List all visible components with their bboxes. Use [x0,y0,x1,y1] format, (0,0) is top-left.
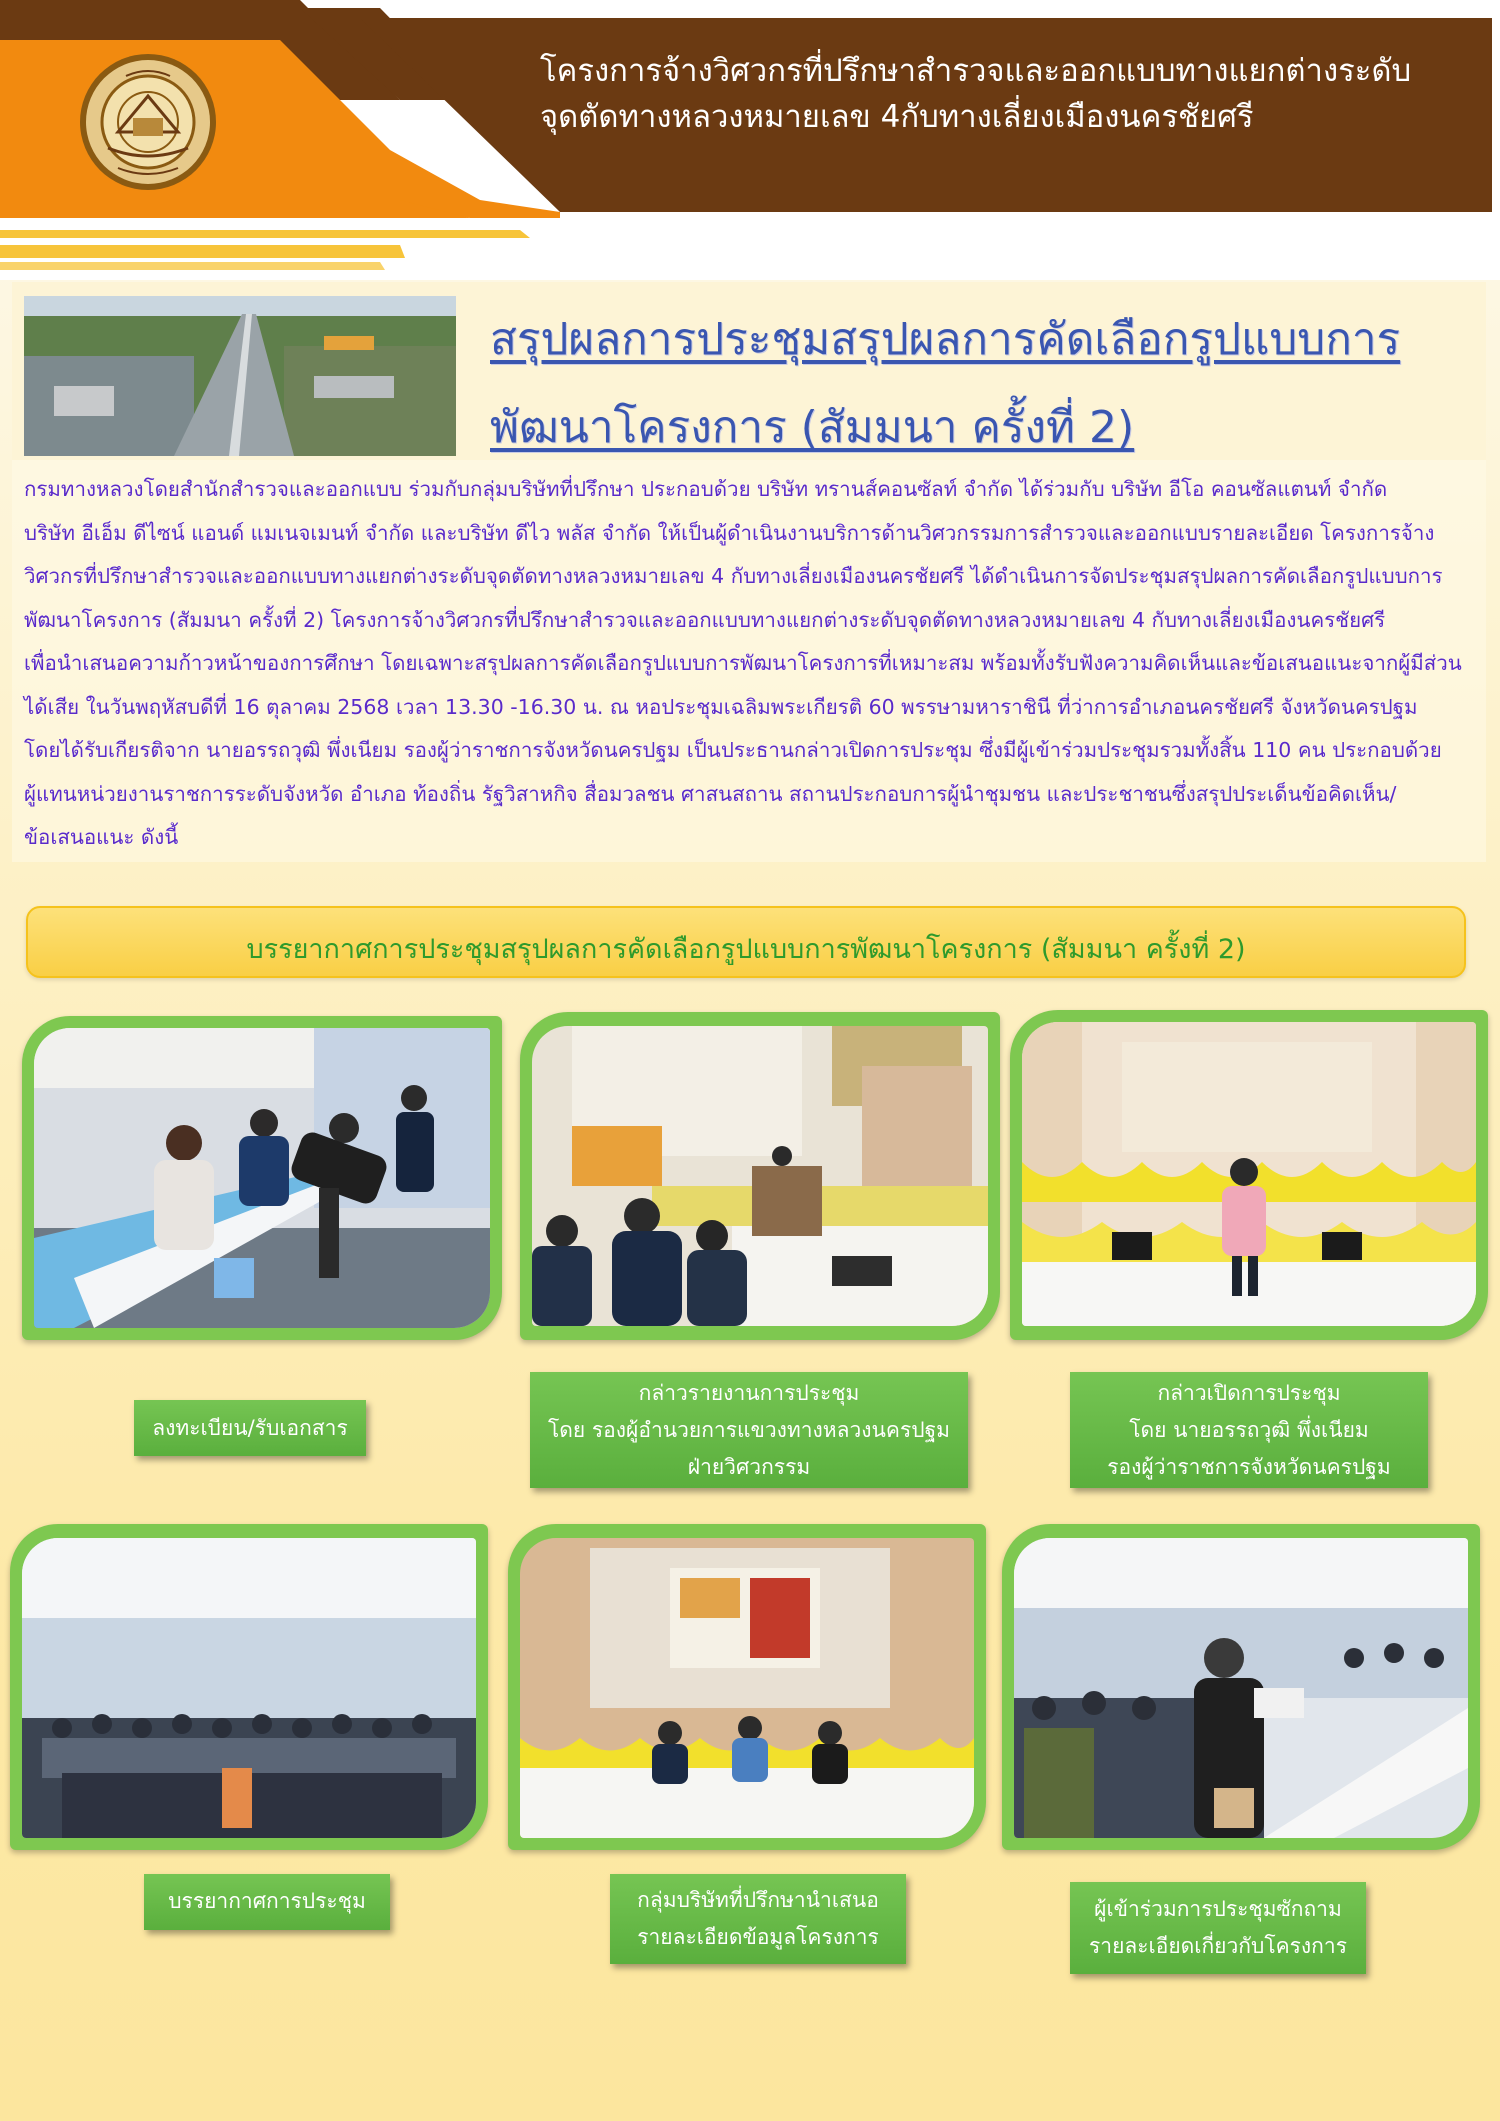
caption-group [144,1874,390,1930]
summary-line: โดยได้รับเกียรติจาก นายอรรถวุฒิ พึ่งเนียม รองผู้ว่าราชการจังหวัดนครปฐม เป็นประธานกล่าวเปิดการประชุม ซึ่งมีผู้เข้าร่วมประชุมรวมทั้งสิ้น 110 คน ประกอบด้วย [24,738,1442,762]
caption-line: ผู้เข้าร่วมการประชุมซักถาม [1094,1897,1342,1921]
photo-registration [22,1016,502,1340]
project-title [540,48,1480,140]
caption-registration [134,1400,366,1456]
photo-group [10,1524,488,1850]
caption-line: บรรยากาศการประชุม [168,1889,366,1913]
caption-consultant-presentation [610,1874,906,1964]
caption-line: รายละเอียดเกี่ยวกับโครงการ [1089,1934,1347,1958]
summary-line: เพื่อนำเสนอความก้าวหน้าของการศึกษา โดยเฉพาะสรุปผลการคัดเลือกรูปแบบการพัฒนาโครงการที่เหมาะสม พร้อมทั้งรับฟังความคิดเห็นและข้อเสนอแนะจากผู้มีส่วน [24,651,1462,675]
section-banner [26,906,1466,978]
summary-line: กรมทางหลวงโดยสำนักสำรวจและออกแบบ ร่วมกับกลุ่มบริษัทที่ปรึกษา ประกอบด้วย บริษัท ทรานส์คอนซัลท์ จำกัด ได้ร่วมกับ บริษัท อีโอ คอนซัลแตนท์ จำกัด [24,477,1388,501]
caption-line: รองผู้ว่าราชการจังหวัดนครปฐม [1107,1455,1391,1479]
summary-line: บริษัท อีเอ็ม ดีไซน์ แอนด์ แมเนจเมนท์ จำกัด และบริษัท ดีไว พลัส จำกัด ให้เป็นผู้ดำเนินงานบริการด้านวิศวกรรมการสำรวจและออกแบบรายละเอียด โครงการจ้าง [24,520,1435,545]
summary-line: วิศวกรที่ปรึกษาสำรวจและออกแบบทางแยกต่างระดับจุดตัดทางหลวงหมายเลข 4 กับทางเลี่ยงเมืองนครชัยศรี ได้ดำเนินการจัดประชุมสรุปผลการคัดเลือกรูปแบบการ [24,564,1443,588]
report-title-line-1: สรุปผลการประชุมสรุปผลการคัดเลือกรูปแบบการ [490,314,1401,365]
caption-line: รายละเอียดข้อมูลโครงการ [637,1925,879,1949]
caption-line: โดย นายอรรถวุฒิ พึ่งเนียม [1129,1418,1369,1442]
summary-line: ผู้แทนหน่วยงานราชการระดับจังหวัด อำเภอ ท้องถิ่น รัฐวิสาหกิจ สื่อมวลชน ศาสนสถาน สถานประกอบการผู้นำชุมชน และประชาชนซึ่งสรุปประเด็นข้อคิดเห็น/ [24,781,1397,806]
photo-consultant-presentation [508,1524,986,1850]
summary-line: ข้อเสนอแนะ ดังนี้ [24,825,179,849]
caption-opening [1070,1372,1428,1488]
caption-line: โดย รองผู้อำนวยการแขวงทางหลวงนครปฐม [547,1418,950,1442]
photo-report [520,1012,1000,1340]
project-title-line-2: จุดตัดทางหลวงหมายเลข 4กับทางเลี่ยงเมืองนครชัยศรี [540,99,1254,135]
caption-line: ฝ่ายวิศวกรรม [687,1455,811,1479]
photo-qa [1002,1524,1480,1850]
header-banner [0,0,1500,280]
report-title [490,296,1470,472]
caption-line: กล่าวเปิดการประชุม [1157,1381,1341,1405]
caption-report [530,1372,968,1488]
caption-line: กลุ่มบริษัทที่ปรึกษานำเสนอ [637,1888,879,1912]
project-title-line-1: โครงการจ้างวิศวกรที่ปรึกษาสำรวจและออกแบบทางแยกต่างระดับ [540,53,1412,89]
summary-paragraph [24,468,1480,860]
department-of-highways-logo [78,52,218,192]
photo-opening [1010,1010,1488,1340]
summary-line: ได้เสีย ในวันพฤหัสบดีที่ 16 ตุลาคม 2568 เวลา 13.30 -16.30 น. ณ หอประชุมเฉลิมพระเกียรติ 60 พรรษามหาราชินี ที่ว่าการอำเภอนครชัยศรี จังหวัดนครปฐม [24,694,1418,719]
caption-line: ลงทะเบียน/รับเอกสาร [152,1416,348,1440]
section-banner-text: บรรยากาศการประชุมสรุปผลการคัดเลือกรูปแบบการพัฒนาโครงการ (สัมมนา ครั้งที่ 2) [246,934,1246,965]
caption-line: กล่าวรายงานการประชุม [638,1381,860,1405]
summary-line: พัฒนาโครงการ (สัมมนา ครั้งที่ 2) โครงการจ้างวิศวกรที่ปรึกษาสำรวจและออกแบบทางแยกต่างระดับจุดตัดทางหลวงหมายเลข 4 กับทางเลี่ยงเมืองนครชัยศรี [24,607,1386,632]
report-title-line-2: พัฒนาโครงการ (สัมมนา ครั้งที่ 2) [490,402,1135,453]
caption-qa [1070,1882,1366,1974]
highway-aerial-photo [24,296,456,456]
header-stripes [0,0,1500,280]
